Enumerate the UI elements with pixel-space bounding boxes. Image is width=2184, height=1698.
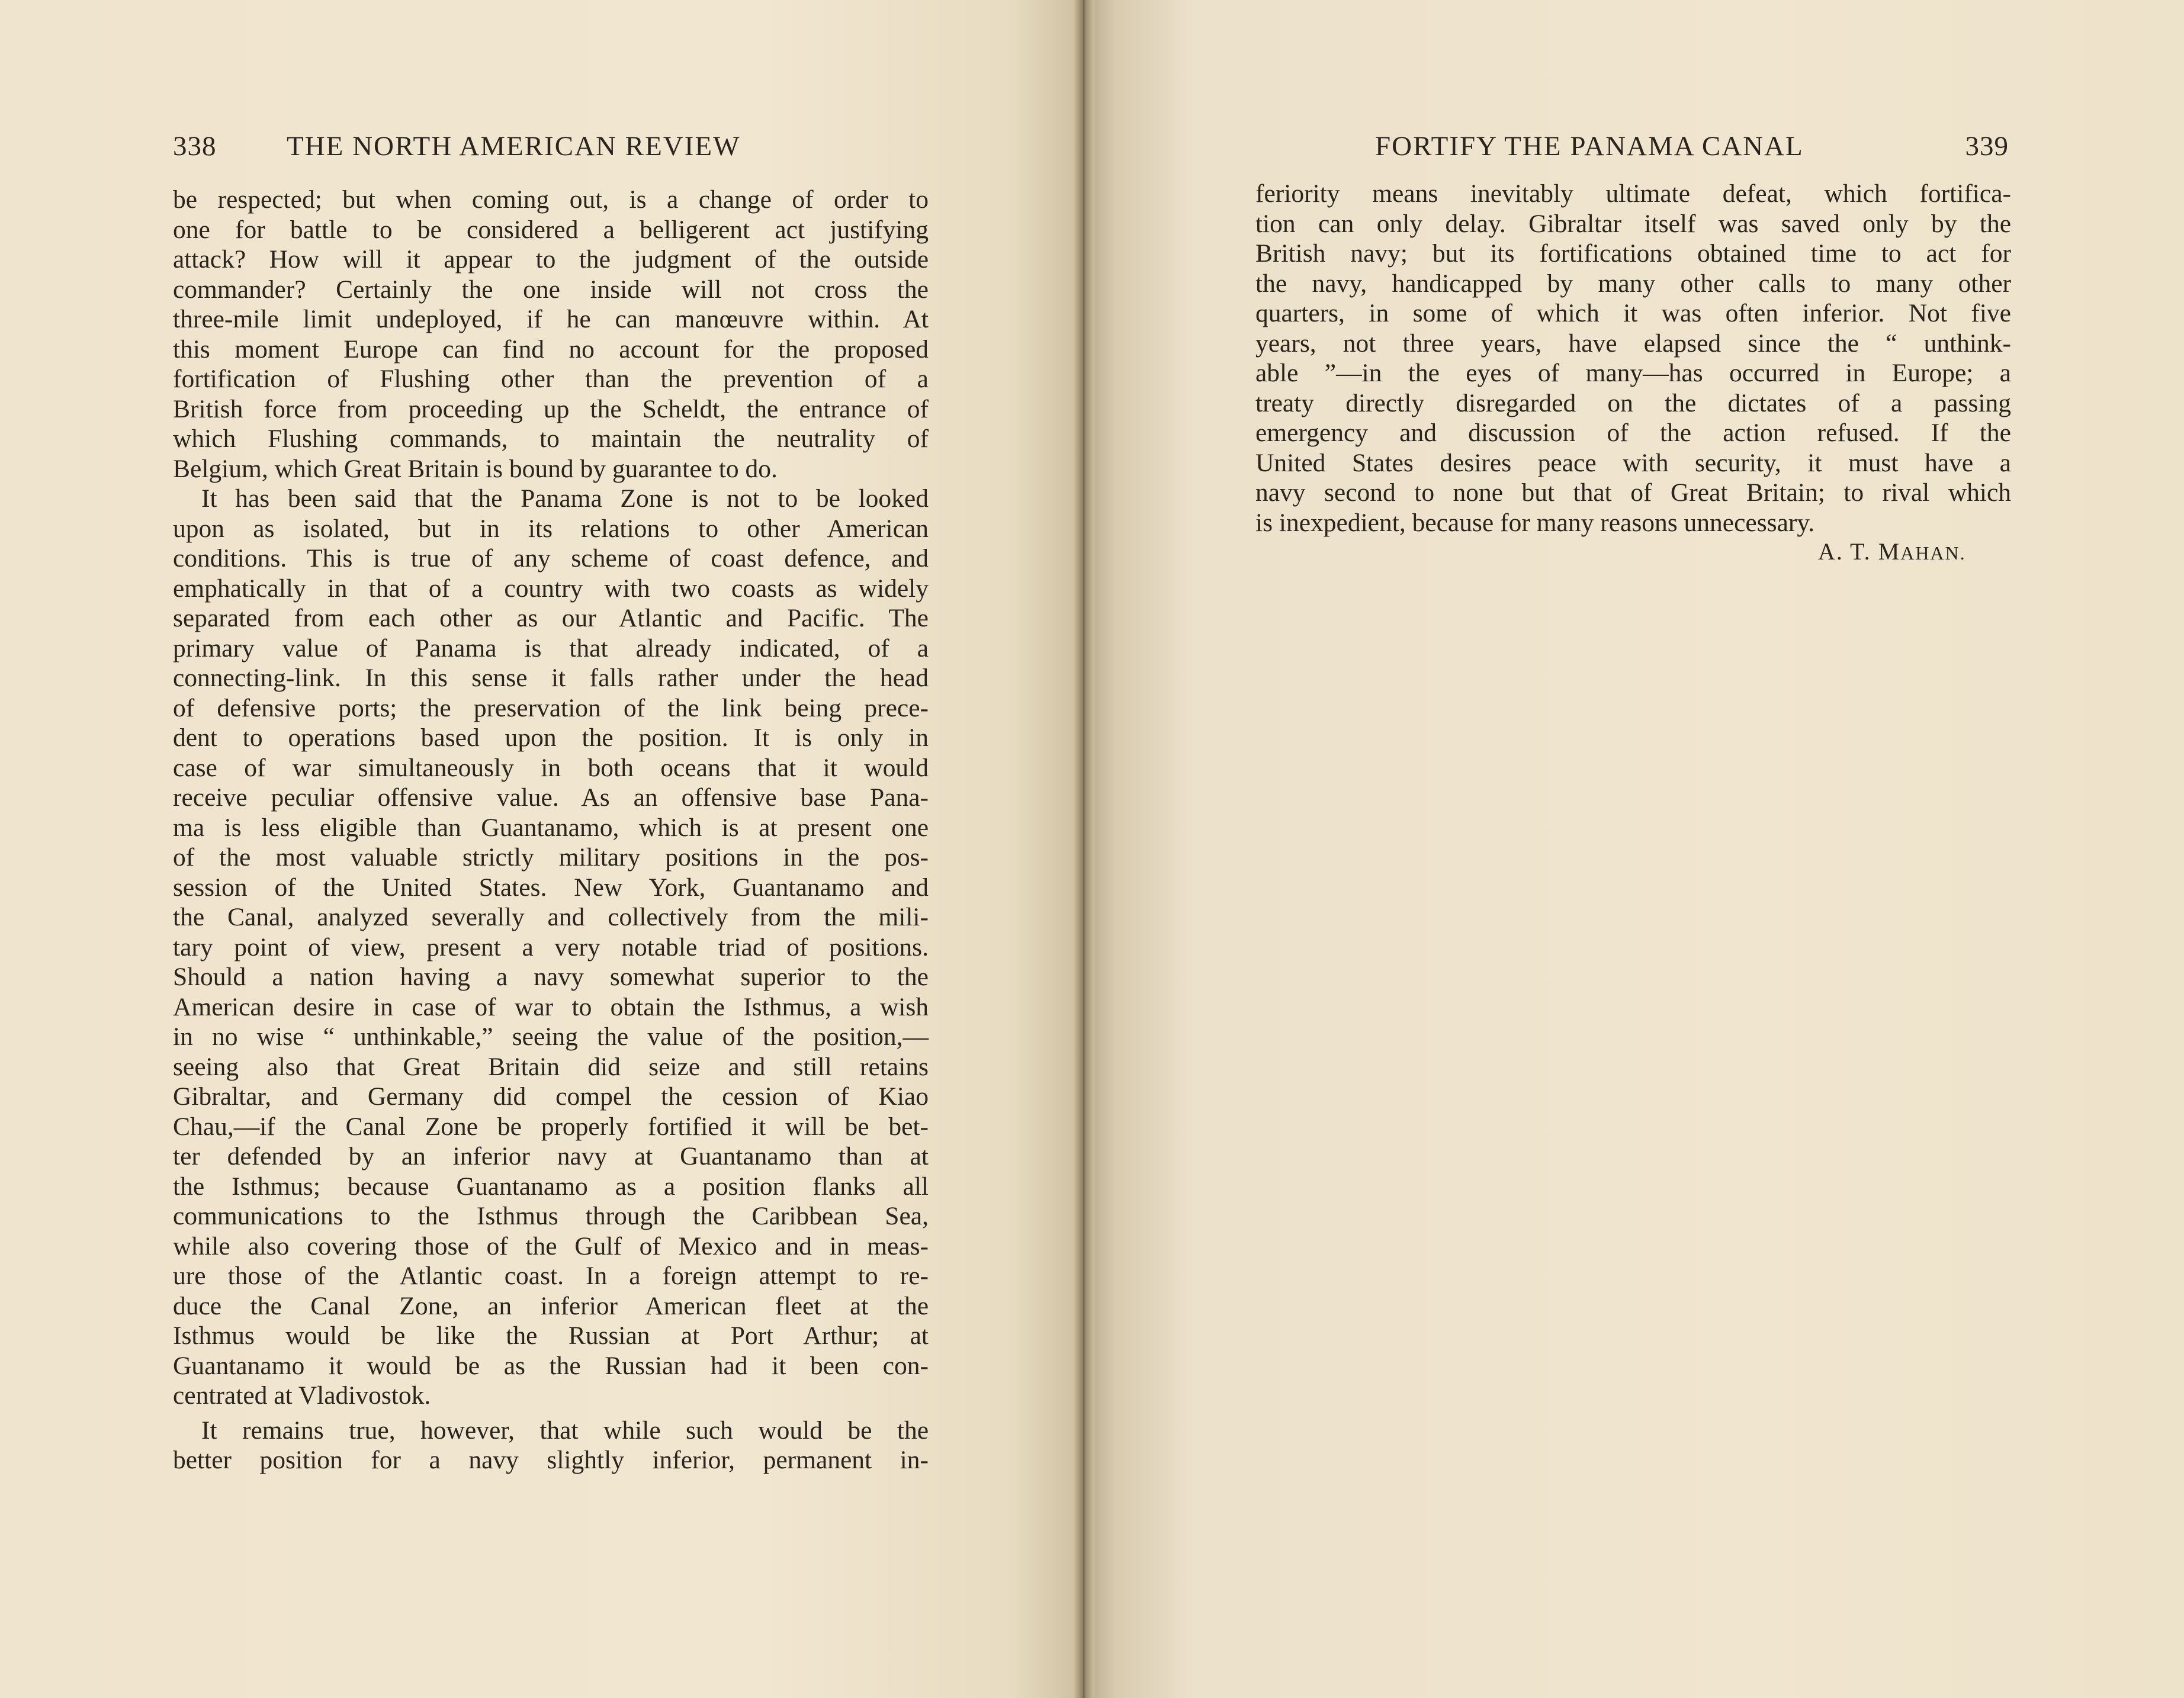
right-running-head <box>1375 130 2009 166</box>
text-line: commander? Certainly the one inside will not cross the <box>173 275 929 304</box>
left-running-title: THE NORTH AMERICAN REVIEW <box>287 131 741 162</box>
right-page-number: 339 <box>1965 131 2009 162</box>
text-line: Chau,—if the Canal Zone be properly fortified it will be bet- <box>173 1112 929 1141</box>
text-line: It remains true, however, that while such would be the <box>201 1416 929 1445</box>
text-line: United States desires peace with security, it must have a <box>1255 448 2011 477</box>
text-line: Belgium, which Great Britain is bound by guarantee to do. <box>173 454 778 483</box>
left-body-text <box>173 185 929 1475</box>
text-line: tion can only delay. Gibraltar itself was saved only by the <box>1255 209 2011 238</box>
text-line: ter defended by an inferior navy at Guantanamo than at <box>173 1142 929 1170</box>
text-line: better position for a navy slightly inferior, permanent in- <box>173 1446 929 1474</box>
text-line: three-mile limit undeployed, if he can manœuvre within. At <box>173 305 929 333</box>
text-line: conditions. This is true of any scheme of coast defence, and <box>173 544 929 573</box>
text-line: session of the United States. New York, Guantanamo and <box>173 873 929 902</box>
right-running-title: FORTIFY THE PANAMA CANAL <box>1375 131 1804 162</box>
left-page <box>0 0 1084 1698</box>
text-line: connecting-link. In this sense it falls rather under the head <box>173 664 929 692</box>
signature-surname: AHAN. <box>1900 542 1966 564</box>
text-line: ure those of the Atlantic coast. In a foreign attempt to re- <box>173 1262 929 1290</box>
signature-initials: A. T. M <box>1818 538 1901 565</box>
text-line: British force from proceeding up the Scheldt, the entrance of <box>173 394 929 423</box>
text-line: years, not three years, have elapsed since the “ unthink- <box>1255 329 2011 358</box>
text-line: American desire in case of war to obtain the Isthmus, a wish <box>173 992 929 1021</box>
text-line: It has been said that the Panama Zone is not to be looked <box>201 484 929 513</box>
text-line: ma is less eligible than Guantanamo, which is at present one <box>173 813 929 842</box>
text-line: of defensive ports; the preservation of the link being prece- <box>173 693 929 722</box>
text-line: one for battle to be considered a belligerent act justifying <box>173 215 929 244</box>
text-line: navy second to none but that of Great Britain; to rival which <box>1255 478 2011 507</box>
text-line: feriority means inevitably ultimate defeat, which fortifica- <box>1255 179 2011 208</box>
text-line: attack? How will it appear to the judgment of the outside <box>173 245 929 274</box>
right-body-text <box>1255 179 2011 538</box>
author-signature <box>1818 538 1966 565</box>
text-line: of the most valuable strictly military positions in the pos- <box>173 843 929 871</box>
text-line: Guantanamo it would be as the Russian had it been con- <box>173 1351 929 1380</box>
text-line: while also covering those of the Gulf of Mexico and in meas- <box>173 1231 929 1260</box>
text-line: quarters, in some of which it was often inferior. Not five <box>1255 299 2011 327</box>
text-line: Should a nation having a navy somewhat superior to the <box>173 963 929 991</box>
text-line: emergency and discussion of the action refused. If the <box>1255 419 2011 447</box>
text-line: seeing also that Great Britain did seize and still retains <box>173 1052 929 1081</box>
text-line: the Canal, analyzed severally and collectively from the mili- <box>173 903 929 931</box>
text-line: receive peculiar offensive value. As an offensive base Pana- <box>173 783 929 812</box>
text-line: able ”—in the eyes of many—has occurred in Europe; a <box>1255 359 2011 387</box>
text-line: upon as isolated, but in its relations to other American <box>173 514 929 543</box>
text-line: the navy, handicapped by many other calls to many other <box>1255 269 2011 298</box>
text-line: tary point of view, present a very notable triad of positions. <box>173 932 929 961</box>
text-line: case of war simultaneously in both oceans that it would <box>173 753 929 782</box>
text-line: this moment Europe can find no account for the proposed <box>173 335 929 364</box>
text-line: Gibraltar, and Germany did compel the cession of Kiao <box>173 1082 929 1111</box>
text-line: dent to operations based upon the position. It is only in <box>173 723 929 752</box>
text-line: Isthmus would be like the Russian at Port Arthur; at <box>173 1321 929 1350</box>
text-line: be respected; but when coming out, is a change of order to <box>173 185 929 214</box>
text-line: British navy; but its fortifications obtained time to act for <box>1255 239 2011 268</box>
left-page-number: 338 <box>173 131 217 162</box>
text-line: primary value of Panama is that already indicated, of a <box>173 633 929 663</box>
text-line: in no wise “ unthinkable,” seeing the value of the position,— <box>173 1022 929 1051</box>
book-gutter <box>1073 0 1094 1698</box>
text-line: is inexpedient, because for many reasons unnecessary. <box>1255 508 1815 537</box>
text-line: centrated at Vladivostok. <box>173 1381 431 1410</box>
text-line: treaty directly disregarded on the dictates of a passing <box>1255 388 2011 417</box>
text-line: the Isthmus; because Guantanamo as a position flanks all <box>173 1172 929 1201</box>
text-line: emphatically in that of a country with two coasts as widely <box>173 574 929 603</box>
text-line: communications to the Isthmus through the Caribbean Sea, <box>173 1202 929 1230</box>
text-line: fortification of Flushing other than the prevention of a <box>173 365 929 393</box>
left-running-head <box>173 130 931 166</box>
text-line: which Flushing commands, to maintain the neutrality of <box>173 424 929 453</box>
text-line: duce the Canal Zone, an inferior American fleet at the <box>173 1291 929 1320</box>
text-line: separated from each other as our Atlantic and Pacific. The <box>173 604 929 632</box>
